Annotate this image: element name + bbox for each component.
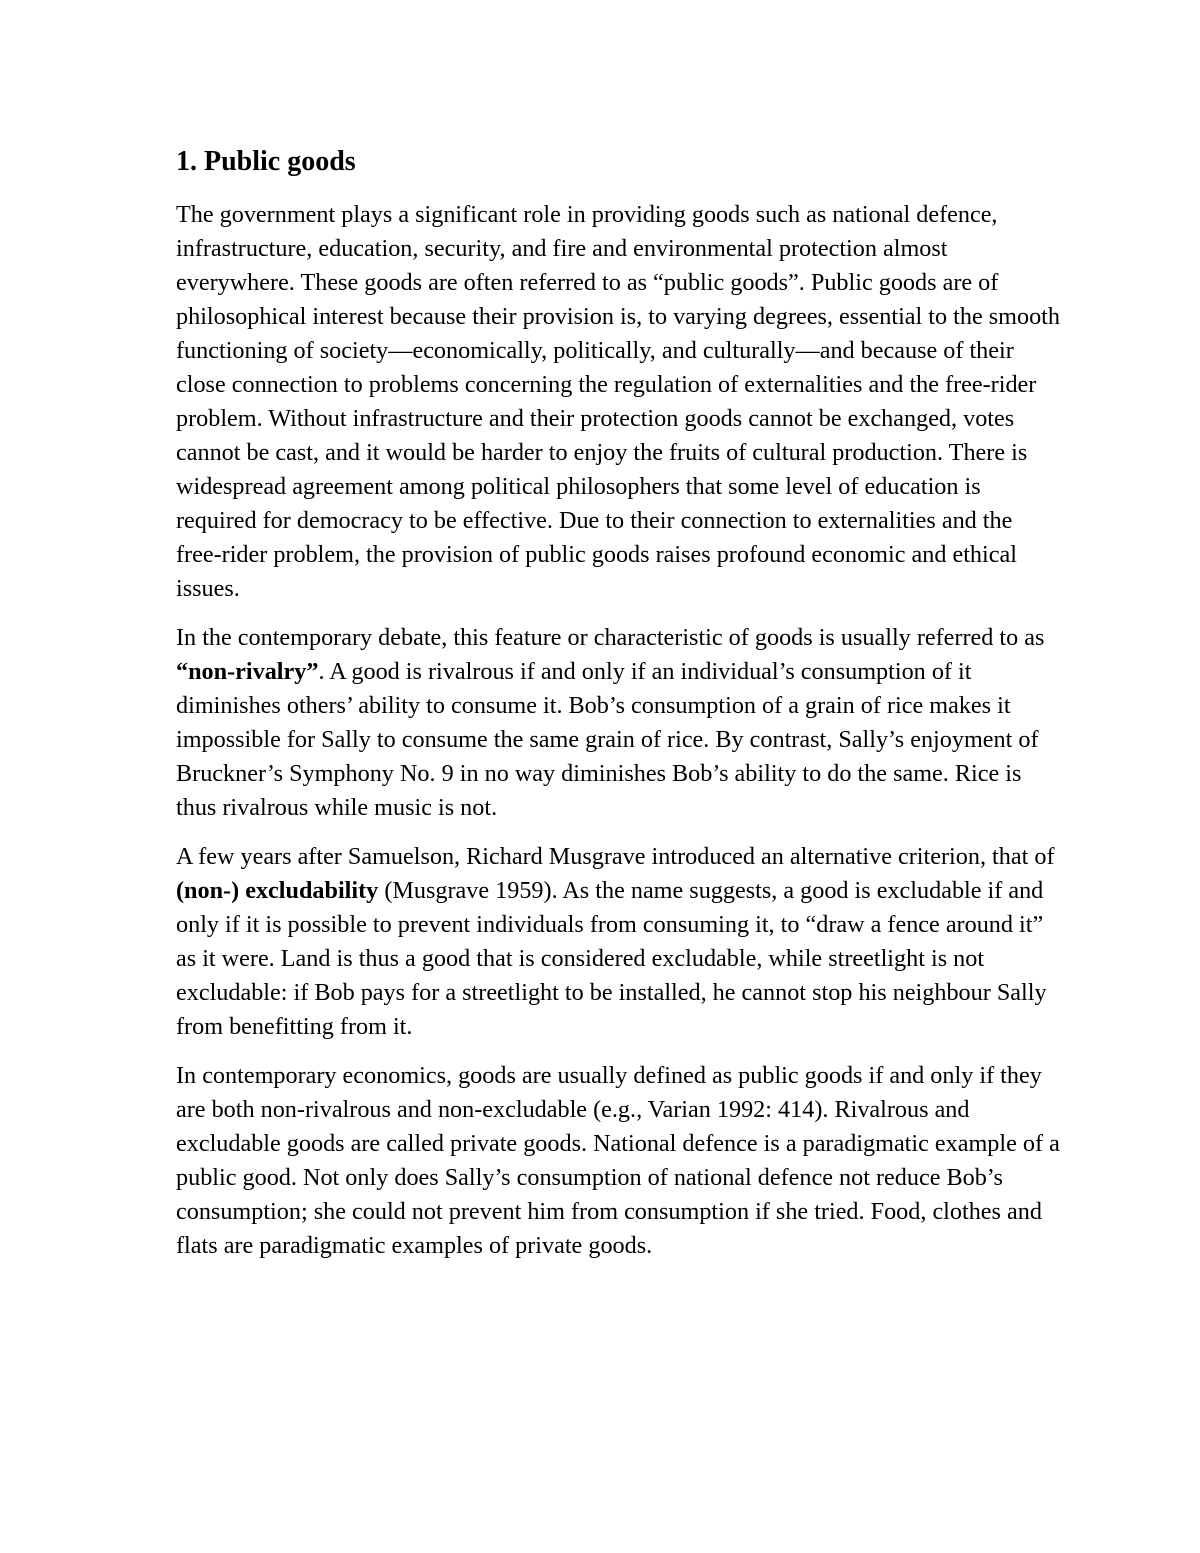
term-excludability: (non-) excludability: [176, 877, 379, 904]
paragraph-3-text-b: (Musgrave 1959). As the name suggests, a good is excludable if and only if it is possible to prevent individuals from consuming it, to “draw a fence around it” as it were. Land is thus a good that is considered excludable, while streetlight is not excludable: if Bob pays for a streetlight to be installed, he cannot stop his neighbour Sally from benefitting from it.: [176, 877, 1047, 1040]
document-page: [176, 142, 1061, 1278]
paragraph-4: [176, 1059, 1061, 1263]
paragraph-2-text-b: . A good is rivalrous if and only if an individual’s consumption of it diminishes others’ ability to consume it. Bob’s consumption of a grain of rice makes it impossible for Sally to consume the same grain of rice. By contrast, Sally’s enjoyment of Bruckner’s Symphony No. 9 in no way diminishes Bob’s ability to do the same. Rice is thus rivalrous while music is not.: [176, 658, 1039, 821]
paragraph-4-text: In contemporary economics, goods are usually defined as public goods if and only if they are both non-rivalrous and non-excludable (e.g., Varian 1992: 414). Rivalrous and excludable goods are called private goods. National defence is a paradigmatic example of a public good. Not only does Sally’s consumption of national defence not reduce Bob’s consumption; she could not prevent him from consumption if she tried. Food, clothes and flats are paradigmatic examples of private goods.: [176, 1062, 1060, 1259]
term-non-rivalry: “non-rivalry”: [176, 658, 319, 685]
paragraph-2: [176, 621, 1061, 825]
paragraph-2-text-a: In the contemporary debate, this feature or characteristic of goods is usually referred to as: [176, 624, 1045, 651]
paragraph-1-text: The government plays a significant role in providing goods such as national defence, infrastructure, education, security, and fire and environmental protection almost everywhere. These goods are often referred to as “public goods”. Public goods are of philosophical interest because their provision is, to varying degrees, essential to the smooth functioning of society—economically, politically, and culturally—and because of their close connection to problems concerning the regulation of externalities and the free-rider problem. Without infrastructure and their protection goods cannot be exchanged, votes cannot be cast, and it would be harder to enjoy the fruits of cultural production. There is widespread agreement among political philosophers that some level of education is required for democracy to be effective. Due to their connection to externalities and the free-rider problem, the provision of public goods raises profound economic and ethical issues.: [176, 201, 1060, 602]
paragraph-1: [176, 198, 1061, 606]
paragraph-3: [176, 840, 1061, 1044]
section-heading: 1. Public goods: [176, 146, 356, 177]
paragraph-3-text-a: A few years after Samuelson, Richard Musgrave introduced an alternative criterion, that of: [176, 843, 1055, 870]
